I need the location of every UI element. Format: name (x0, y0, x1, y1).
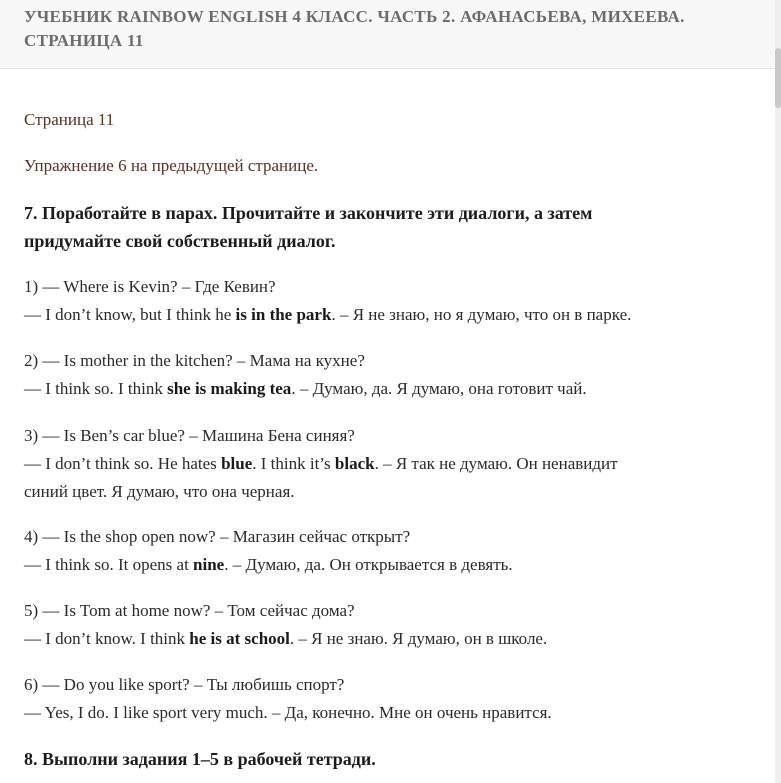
answer-highlight-2: black (334, 454, 375, 473)
dialog-1 (24, 273, 759, 329)
answer-translation: . – Думаю, да. Я думаю, она готовит чай. (291, 379, 587, 398)
task-7-heading (24, 199, 759, 255)
answer-highlight: blue (221, 454, 253, 473)
dialog-4 (24, 523, 759, 579)
dialog-answer-continued: синий цвет. Я думаю, что она черная. (24, 482, 295, 501)
answer-highlight: she is making tea (167, 379, 292, 398)
prev-exercise-link[interactable]: Упражнение 6 на предыдущей странице. (24, 156, 319, 175)
answer-text: — I don’t know, but I think he (24, 305, 236, 324)
page-title-line-2: СТРАНИЦА 11 (24, 31, 144, 50)
scrollbar[interactable] (775, 0, 781, 783)
dialog-question: 3) — Is Ben’s car blue? – Машина Бена синяя? (24, 426, 355, 445)
answer-text: — I think so. I think (24, 379, 168, 398)
page-title-line-1: УЧЕБНИК RAINBOW ENGLISH 4 КЛАСС. ЧАСТЬ 2. АФАНАСЬЕВА, МИХЕЕВА. (24, 7, 685, 26)
dialog-question: 1) — Where is Kevin? – Где Кевин? (24, 277, 276, 296)
answer-highlight: is in the park (235, 305, 332, 324)
page-11-link[interactable]: Страница 11 (24, 110, 115, 129)
page-title (24, 5, 764, 53)
dialog-5 (24, 597, 759, 653)
answer-highlight: nine (193, 555, 225, 574)
dialog-question: 6) — Do you like sport? – Ты любишь спорт? (24, 675, 345, 694)
page-header (0, 0, 781, 69)
task-8-heading: 8. Выполни задания 1–5 в рабочей тетради. (24, 749, 376, 769)
dialog-answer (24, 301, 759, 329)
dialog-question: 2) — Is mother in the kitchen? – Мама на кухне? (24, 351, 365, 370)
dialog-answer (24, 551, 759, 579)
answer-highlight: he is at school (189, 629, 290, 648)
dialog-answer (24, 625, 759, 653)
dialog-answer: — Yes, I do. I like sport very much. – Да, конечно. Мне он очень нравится. (24, 703, 552, 722)
answer-translation: . – Я так не думаю. Он ненавидит (374, 454, 618, 473)
dialog-question: 4) — Is the shop open now? – Магазин сейчас открыт? (24, 527, 411, 546)
dialog-2 (24, 347, 759, 403)
scrollbar-thumb[interactable] (775, 48, 781, 108)
dialog-answer (24, 450, 759, 478)
answer-text: — I don’t know. I think (24, 629, 190, 648)
answer-translation: . – Я не знаю. Я думаю, он в школе. (289, 629, 548, 648)
dialog-answer (24, 375, 759, 403)
answer-text-mid: . I think it’s (252, 454, 335, 473)
task-7-heading-line-1: 7. Поработайте в парах. Прочитайте и закончите эти диалоги, а затем (24, 203, 593, 223)
dialog-6 (24, 671, 759, 727)
answer-translation: . – Думаю, да. Он открывается в девять. (224, 555, 513, 574)
dialog-3 (24, 422, 759, 506)
task-7-heading-line-2: придумайте свой собственный диалог. (24, 231, 336, 251)
answer-translation: . – Я не знаю, но я думаю, что он в парке. (331, 305, 632, 324)
answer-text: — I don’t think so. He hates (24, 454, 222, 473)
answer-text: — I think so. It opens at (24, 555, 194, 574)
dialog-question: 5) — Is Tom at home now? – Том сейчас дома? (24, 601, 355, 620)
